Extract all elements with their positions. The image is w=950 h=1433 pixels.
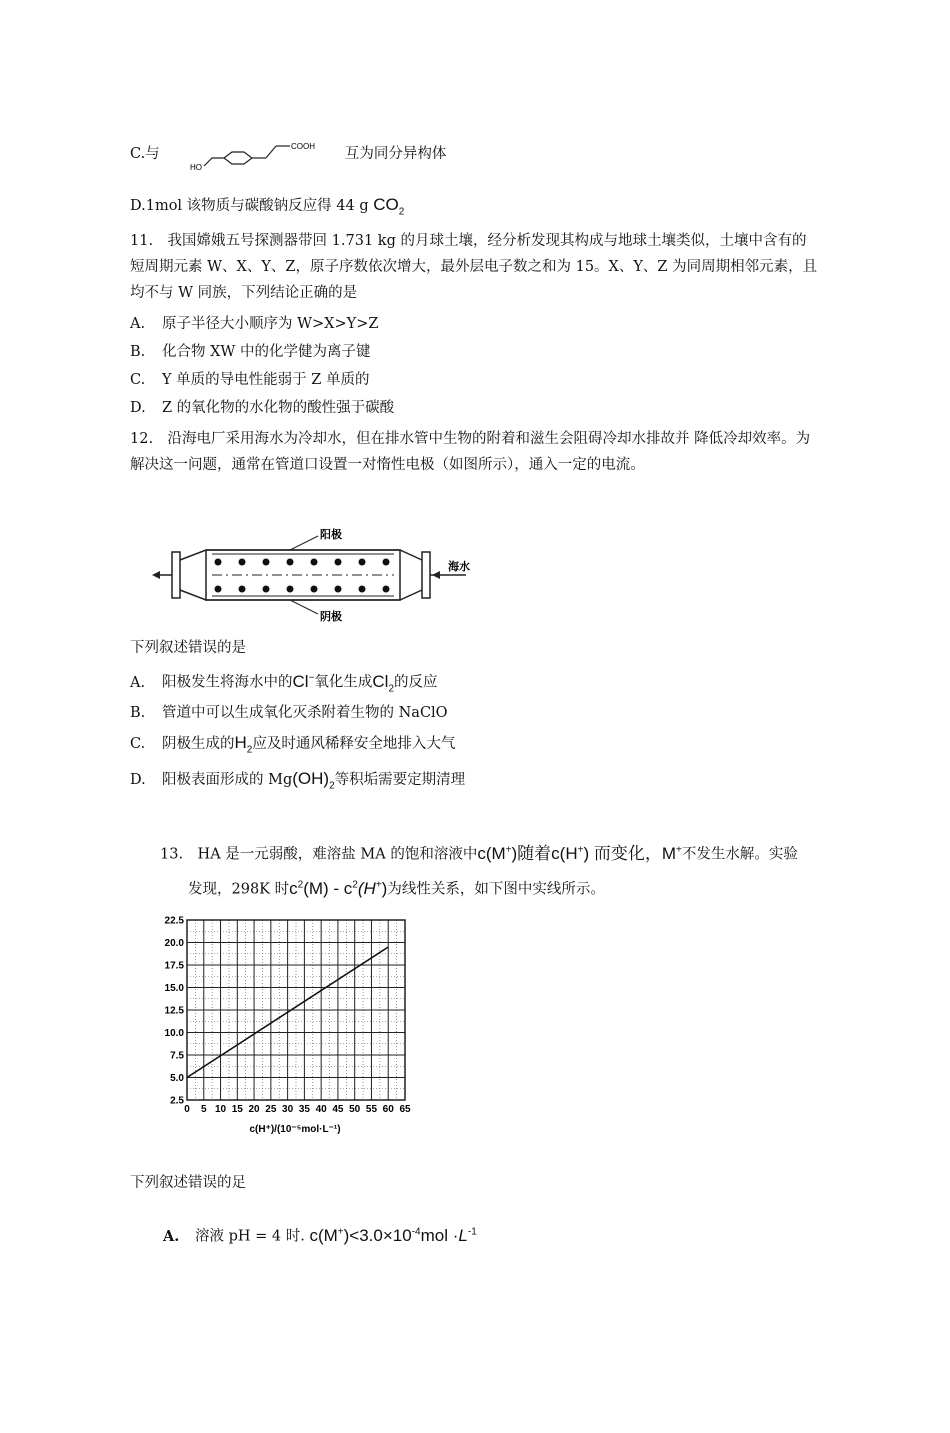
q12-a-formula-cl: Cl− <box>292 671 315 691</box>
q12-d-formula-oh2: $(OH)_2$ <box>292 769 335 792</box>
q10-structure-cooh: COOH <box>291 142 316 151</box>
q12-a-formula-cl2: $Cl_2$ <box>372 671 395 695</box>
q11-option-d: D. Z 的氧化物的水化物的酸性强于碳酸 <box>130 400 395 416</box>
q11-option-b: B. 化合物 XW 中的化学健为离子键 <box>130 344 371 360</box>
x-tick-label: 40 <box>315 1104 327 1115</box>
x-tick-label: 50 <box>349 1104 361 1115</box>
x-tick-label: 10 <box>214 1104 227 1115</box>
x-tick-label: 15 <box>231 1104 243 1115</box>
q12-question: 下列叙述错误的是 <box>130 640 246 656</box>
q10-c-prefix: C.与 <box>130 146 160 162</box>
q13-line1: 13. HA 是一元弱酸，难溶盐 MA 的饱和溶液中c(M+)随着c(H+) 而变化，M+不发生水解。实验 <box>160 843 798 863</box>
x-tick-label: 0 <box>184 1104 190 1115</box>
q10-structure-image <box>186 136 326 172</box>
q12-stem: 12. 沿海电厂采用海水为冷却水，但在排水管中生物的附着和滋生会阻碍冷却水排故并 降低冷却效率。为解决这一问题，通常在管道口设置一对惰性电极（如图所示），通入一定的电流。 <box>130 431 811 473</box>
q12-cathode-label: 阴极 <box>320 611 342 622</box>
q13-option-a: A. 溶液 pH = 4 时. $c(M^+)<3.0\times 10^{-4}mol \cdot L^{-1}$ <box>163 1225 477 1245</box>
q12-option-c: C. 阴极生成的$H_2$应及时通风稀释安全地排入大气 <box>130 733 456 756</box>
q11-option-c: C. Y 单质的导电性能弱于 Z 单质的 <box>130 372 370 388</box>
x-tick-label: 65 <box>399 1104 411 1115</box>
q13-a-formula: $c(M^+)<3.0\times 10^{-4}mol \cdot L^{-1}$ <box>309 1225 477 1245</box>
q13-c2-formula: $c^2(M) - c^2(H^+)$ <box>289 878 388 898</box>
q10-option-c <box>130 136 446 172</box>
y-tick-label: 5.0 <box>170 1073 184 1084</box>
q13-question: 下列叙述错误的足 <box>130 1175 246 1191</box>
x-tick-label: 35 <box>298 1104 310 1115</box>
q10-structure-ho: HO <box>190 163 203 172</box>
q13-cm-formula: c(M+)随着c(H+) 而变化，M+ <box>477 843 682 863</box>
q10-option-d <box>130 195 404 222</box>
q12-option-d: D. 阳极表面形成的 $Mg(OH)_2$等积垢需要定期清理 <box>130 769 466 792</box>
y-tick-label: 7.5 <box>170 1050 184 1062</box>
chart-grid <box>187 920 405 1100</box>
q12-anode-label: 阳极 <box>320 529 342 541</box>
q11-stem: 11. 我国嫦娥五号探测器带回 1.731 kg 的月球土壤，经分析发现其构成与地球土壤类似，土壤中含有的短周期元素 W、X、Y、Z，原子序数依次增大，最外层电子数之和为 15。X、Y、Z 为同周期相邻元素，且均不与 W 同族，下列结论正确的是 <box>130 233 818 301</box>
q10-d-formula: $CO_2$ <box>373 195 405 218</box>
y-tick-label: 12.5 <box>164 1005 184 1017</box>
y-tick-label: 20.0 <box>164 938 184 949</box>
chart-x-label: c(H⁺)/(10⁻⁵mol·L⁻¹) <box>249 1124 341 1135</box>
q12-pipe-diagram <box>150 522 490 622</box>
y-tick-label: 2.5 <box>170 1095 184 1107</box>
y-tick-label: 10.0 <box>164 1028 184 1039</box>
q12-option-a: A. 阳极发生将海水中的Cl−氧化生成$Cl_2$的反应 <box>130 671 438 695</box>
q12-option-b: B. 管道中可以生成氧化灭杀附着生物的 NaClO <box>130 705 448 721</box>
q10-d-text: D.1mol 该物质与碳酸钠反应得 44 g <box>130 198 369 214</box>
q12-seawater-label: 海水 <box>448 561 470 573</box>
x-tick-label: 20 <box>248 1104 260 1115</box>
y-tick-label: 22.5 <box>164 915 184 927</box>
q11-option-a: A. 原子半径大小顺序为 W>X>Y>Z <box>130 316 379 332</box>
x-tick-label: 45 <box>332 1104 344 1115</box>
q13-chart <box>155 910 435 1140</box>
q13-line2: 发现，298K 时$c^2(M) - c^2(H^+)$为线性关系，如下图中实线所示。 <box>188 878 605 898</box>
x-tick-label: 55 <box>365 1104 378 1115</box>
q10-c-suffix: 互为同分异构体 <box>344 146 447 162</box>
q12-c-formula-h2: $H_2$ <box>234 733 253 756</box>
y-tick-label: 17.5 <box>164 960 184 972</box>
x-tick-label: 60 <box>382 1104 394 1115</box>
x-tick-label: 30 <box>282 1104 294 1115</box>
chart-x-ticks <box>184 1104 411 1115</box>
x-tick-label: 5 <box>200 1104 207 1115</box>
x-tick-label: 25 <box>265 1104 277 1115</box>
y-tick-label: 15.0 <box>164 983 184 994</box>
chart-y-ticks <box>165 916 185 1107</box>
